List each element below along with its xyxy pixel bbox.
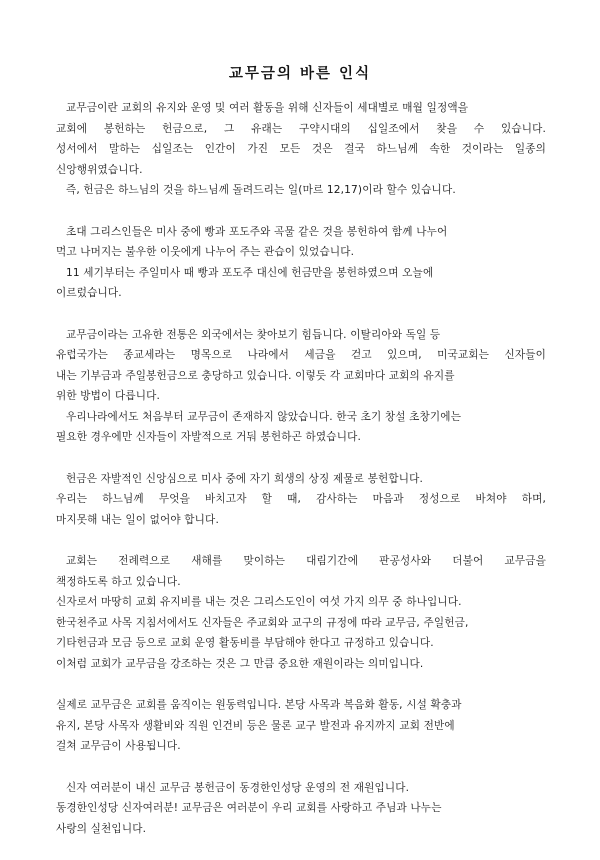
text-line: 사랑의 실천입니다. — [56, 822, 147, 835]
text-line: 교무금이라는 고유한 전통은 외국에서는 찾아보기 힘듭니다. 이탈리아와 독일 등 — [66, 328, 441, 341]
paragraph-church-duty — [56, 551, 546, 674]
text-line: 신자 여러분이 내신 교무금 봉헌금이 동경한인성당 운영의 전 재원입니다. — [66, 781, 410, 794]
paragraph-voluntary-offering — [56, 469, 546, 531]
text-line: 걸쳐 교무금이 사용됩니다. — [56, 740, 181, 752]
text-line: 우리나라에서도 처음부터 교무금이 존재하지 않았습니다. 한국 초기 창설 초창기에는 — [66, 410, 462, 423]
text-line: 11 세기부터는 주일미사 때 빵과 포도주 대신에 헌금만을 봉헌하였으며 오늘에 — [66, 266, 434, 279]
text-line: 내는 기부금과 주일봉헌금으로 충당하고 있습니다. 이렇듯 각 교회마다 교회의 유지를 — [56, 369, 455, 382]
text-line: 기타헌금과 모금 등으로 교회 운영 활동비를 부담해야 한다고 규정하고 있습니다. — [56, 637, 434, 649]
paragraph-tradition — [56, 325, 546, 448]
text-line: 위한 방법이 다릅니다. — [56, 390, 161, 402]
text-line: 이처럼 교회가 교무금을 강조하는 것은 그 만큼 중요한 재원이라는 의미입니다. — [56, 657, 424, 670]
text-line: 교회는 전례력으로 새해를 맞이하는 대림기간에 판공성사와 더불어 교무금을 — [66, 555, 546, 567]
text-line: 먹고 나머지는 불우한 이웃에게 나누어 주는 관습이 있었습니다. — [56, 246, 355, 258]
text-line: 필요한 경우에만 신자들이 자발적으로 거둬 봉헌하곤 하였습니다. — [56, 431, 361, 443]
text-line: 성서에서 말하는 십일조는 인간이 가진 모든 것은 결국 하느님께 속한 것이라는 일종의 — [56, 143, 546, 155]
text-line: 이르렀습니다. — [56, 287, 122, 299]
text-line: 교회에 봉헌하는 헌금으로, 그 유래는 구약시대의 십일조에서 찾을 수 있습니다. — [56, 122, 546, 135]
text-line: 우리는 하느님께 무엇을 바치고자 할 때, 감사하는 마음과 정성으로 바쳐야 하며, — [56, 493, 546, 505]
text-line: 초대 그리스인들은 미사 중에 빵과 포도주와 곡물 같은 것을 봉헌하여 함께 나누어 — [66, 225, 448, 238]
text-line: 유지, 본당 사목자 생활비와 직원 인건비 등은 물론 교구 발전과 유지까지 교회 전반에 — [56, 719, 455, 732]
text-line: 신자로서 마땅히 교회 유지비를 내는 것은 그리스도인이 여섯 가지 의무 중 하나입니다. — [56, 596, 462, 608]
paragraph-early-christians — [56, 222, 546, 304]
text-line: 헌금은 자발적인 신앙심으로 미사 중에 자기 희생의 상징 제물로 봉헌합니다. — [66, 472, 424, 485]
text-line: 책정하도록 하고 있습니다. — [56, 575, 181, 588]
text-line: 신앙행위였습니다. — [56, 163, 143, 176]
document-body — [56, 98, 546, 860]
document-title: 교무금의 바른 인식 — [228, 66, 372, 82]
paragraph-usage — [56, 695, 546, 757]
paragraph-closing — [56, 778, 546, 840]
paragraph-offertory-definition — [56, 98, 546, 201]
text-line: 즉, 헌금은 하느님의 것을 하느님께 돌려드리는 일(마르 12,17)이라 할수 있습니다. — [66, 184, 456, 196]
text-line: 교무금이란 교회의 유지와 운영 및 여러 활동을 위해 신자들이 세대별로 매월 일정액을 — [66, 102, 469, 114]
text-line: 유럽국가는 종교세라는 명목으로 나라에서 세금을 걷고 있으며, 미국교회는 신자들이 — [56, 349, 546, 361]
text-line: 한국천주교 사목 지침서에서도 신자들은 주교회와 교구의 규정에 따라 교무금, 주일헌금, — [56, 616, 469, 629]
text-line: 동경한인성당 신자여러분! 교무금은 여러분이 우리 교회를 사랑하고 주님과 나누는 — [56, 802, 442, 814]
text-line: 마지못해 내는 일이 없어야 합니다. — [56, 513, 219, 526]
text-line: 실제로 교무금은 교회를 움직이는 원동력입니다. 본당 사목과 복음화 활동, 시설 확충과 — [56, 699, 462, 711]
